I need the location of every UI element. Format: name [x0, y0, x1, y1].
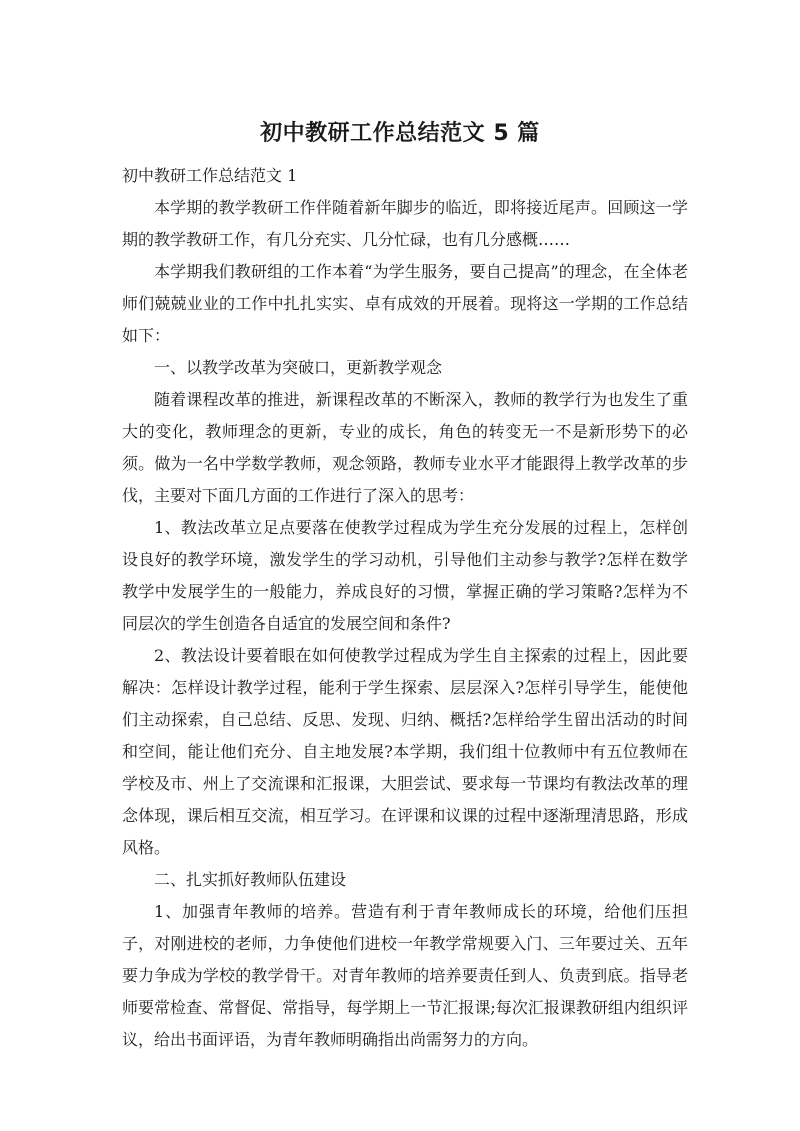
- paragraph-item-1: 1、教法改革立足点要落在使教学过程成为学生充分发展的过程上，怎样创设良好的教学环境，激发学生的学习动机，引导他们主动参与教学?怎样在数学教学中发展学生的一般能力，养成良好的习惯，掌握正确的学习策略?怎样为不同层次的学生创造各自适宜的发展空间和条件?: [122, 518, 688, 633]
- section-heading: 初中教研工作总结范文 1: [122, 166, 298, 185]
- heading-teaching-reform: 一、以教学改革为突破口，更新教学观念: [154, 358, 443, 377]
- paragraph-intro: 本学期的教学教研工作伴随着新年脚步的临近，即将接近尾声。回顾这一学期的教学教研工作，有几分充实、几分忙碌，也有几分感概……: [122, 198, 688, 249]
- document-title: 初中教研工作总结范文 5 篇: [260, 121, 540, 146]
- paragraph-young-teachers: 1、加强青年教师的培养。营造有利于青年教师成长的环境，给他们压担子，对刚进校的老师，力争使他们进校一年教学常规要入门、三年要过关、五年要力争成为学校的教学骨干。对青年教师的培养要责任到人、负责到底。指导老师要常检查、常督促、常指导，每学期上一节汇报课;每次汇报课教研组内组织评议，给出书面评语，为青年教师明确指出尚需努力的方向。: [122, 902, 688, 1049]
- paragraph-reform-context: 随着课程改革的推进，新课程改革的不断深入，教师的教学行为也发生了重大的变化，教师理念的更新，专业的成长，角色的转变无一不是新形势下的必须。做为一名中学数学教师，观念领路，教师专业水平才能跟得上教学改革的步伐，主要对下面几方面的工作进行了深入的思考：: [122, 390, 688, 505]
- document-body: [122, 160, 688, 1056]
- heading-teacher-team: 二、扎实抓好教师队伍建设: [154, 870, 347, 889]
- paragraph-item-2: 2、教法设计要着眼在如何使教学过程成为学生自主探索的过程上，因此要解决：怎样设计教学过程，能利于学生探索、层层深入?怎样引导学生，能使他们主动探索，自己总结、反思、发现、归纳、概括?怎样给学生留出活动的时间和空间，能让他们充分、自主地发展?本学期，我们组十位教师中有五位教师在学校及市、州上了交流课和汇报课，大胆尝试、要求每一节课均有教法改革的理念体现，课后相互交流，相互学习。在评课和议课的过程中逐渐理清思路，形成风格。: [122, 646, 688, 857]
- paragraph-philosophy: 本学期我们教研组的工作本着“为学生服务，要自己提高”的理念，在全体老师们兢兢业业的工作中扎扎实实、卓有成效的开展着。现将这一学期的工作总结如下：: [122, 262, 688, 345]
